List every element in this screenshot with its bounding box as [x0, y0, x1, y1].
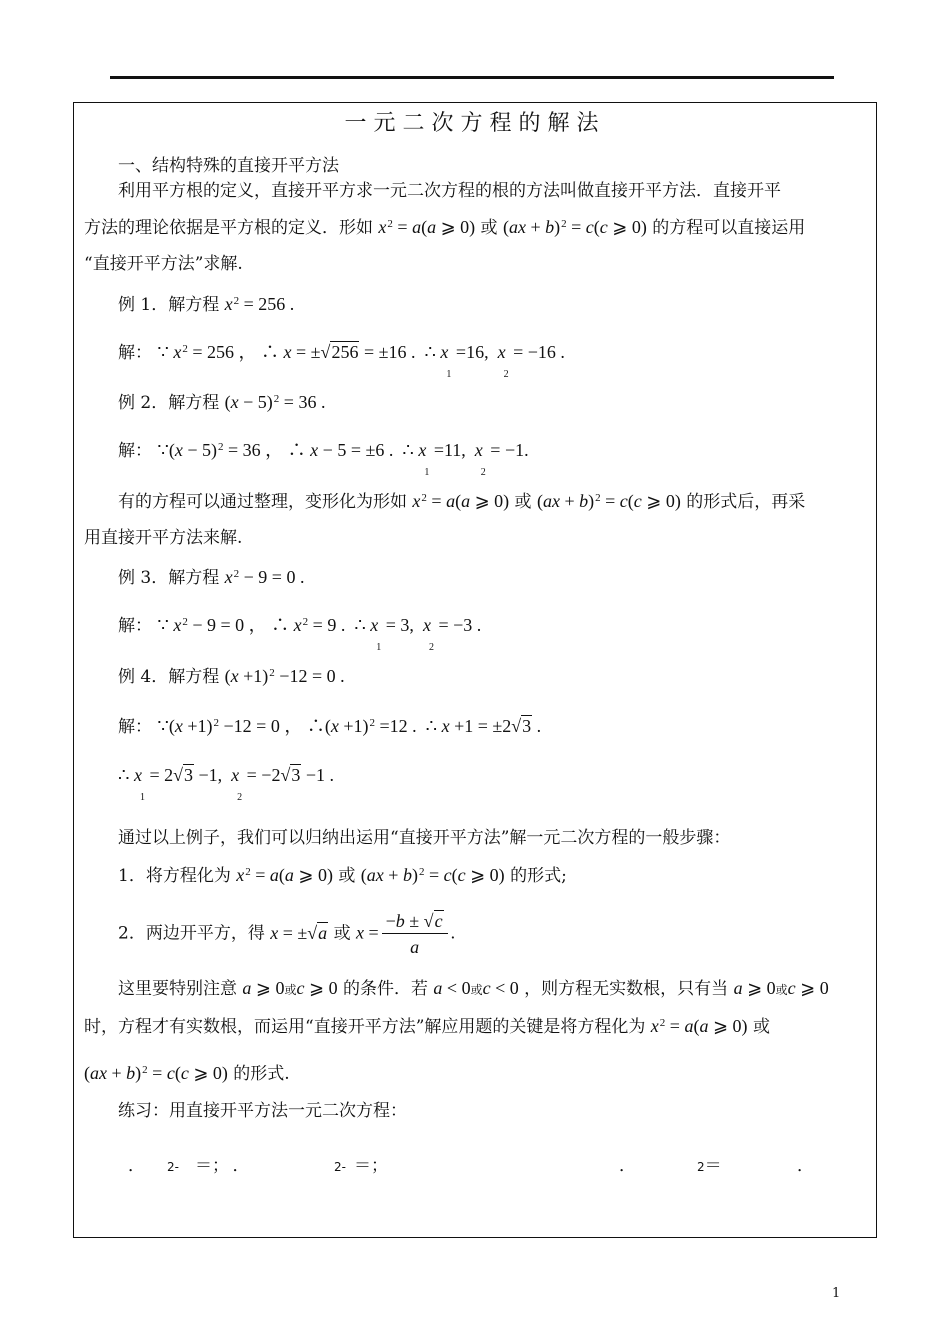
practice-fragment-1: ． 2- ＝； ．	[128, 1156, 250, 1176]
example-2: 例 2．解方程 $(x - 5)^2 = 36$ .	[118, 392, 326, 413]
solution-3: 解： ∵ $x^2 - 9 = 0$ ， ∴ $x^2 = 9$ . ∴ $x_1 = 3$, $x_2 = -3$ .	[118, 615, 482, 653]
solution-1: 解： ∵ $x^2 = 256$ ， ∴ x = ±√256 = ±16 . ∴ $x_1 =16$, $x_2 = -16$ .	[118, 342, 565, 380]
page-number: 1	[832, 1286, 841, 1301]
intro-line-3: “直接开平方法”求解.	[84, 254, 243, 274]
step-2: 2．两边开平方，得 x = ±√a 或 x = $\frac{-b \pm √c}{a}$ .	[118, 911, 456, 957]
note-line-2: 时，方程才有实数根，而运用“直接开平方法”解应用题的关键是将方程化为 $x^2 = a(a$ ⩾ 0) 或	[84, 1016, 770, 1037]
intro-line-2: 方法的理论依据是平方根的定义．形如 $x^2 = a(a$ ⩾ 0) 或 (ax + b)$^2$ = c(c ⩾ 0) 的方程可以直接运用	[84, 217, 806, 238]
transform-line-2: 用直接开平方法来解.	[84, 528, 243, 548]
practice-fragment-2: 2- ＝；	[334, 1156, 388, 1176]
note-line-1: 这里要特别注意 a ⩾ 0或c ⩾ 0 的条件．若 a < 0或c < 0 ，则方程无实数根，只有当 a ⩾ 0或c ⩾ 0	[118, 978, 829, 999]
fraction: $\frac{-b \pm √c}{a}$	[382, 912, 448, 956]
solution-2: 解： ∵(x − 5)$^2$ = 36 ， ∴ x − 5 = ±6 . ∴ $x_1 =11$, $x_2 = -1$.	[118, 440, 529, 478]
practice-fragment-3: ．	[619, 1156, 636, 1176]
step-1: 1．将方程化为 $x^2 = a(a$ ⩾ 0) 或 (ax + b)$^2$ = c(c ⩾ 0) 的形式;	[118, 865, 567, 886]
example-4: 例 4．解方程 $(x +1)^2 -12 = 0$ .	[118, 666, 345, 687]
header-rule	[110, 76, 834, 79]
transform-line-1: 有的方程可以通过整理，变形化为形如 $x^2 = a(a$ ⩾ 0) 或 (ax + b)$^2$ = c(c ⩾ 0) 的形式后，再采	[118, 491, 806, 512]
practice-fragment-4: 2＝	[697, 1156, 722, 1176]
practice-label: 练习：用直接开平方法一元二次方程：	[118, 1101, 407, 1121]
example-3: 例 3．解方程 $x^2 - 9 = 0$ .	[118, 567, 305, 588]
intro-line-1: 利用平方根的定义，直接开平方求一元二次方程的根的方法叫做直接开平方法．直接开平	[118, 181, 781, 201]
section-heading: 一、结构特殊的直接开平方法	[118, 156, 339, 176]
practice-fragment-5: ．	[797, 1156, 814, 1176]
solution-4-roots: ∴ $x_1 = 2√3 -1$, $x_2 = -2√3 -1$ .	[118, 765, 335, 803]
page-title: 一元二次方程的解法	[344, 111, 606, 136]
note-line-3: (ax + b)$^2$ = c(c ⩾ 0) 的形式.	[84, 1063, 290, 1084]
solution-4: 解： ∵(x +1)$^2$ −12 = 0 ， ∴(x +1)$^2$ =12 . ∴ x +1 = ±2√3 .	[118, 716, 542, 737]
steps-summary: 通过以上例子，我们可以归纳出运用“直接开平方法”解一元二次方程的一般步骤：	[118, 828, 731, 848]
example-1: 例 1．解方程 $x^2 = 256$ .	[118, 294, 295, 315]
